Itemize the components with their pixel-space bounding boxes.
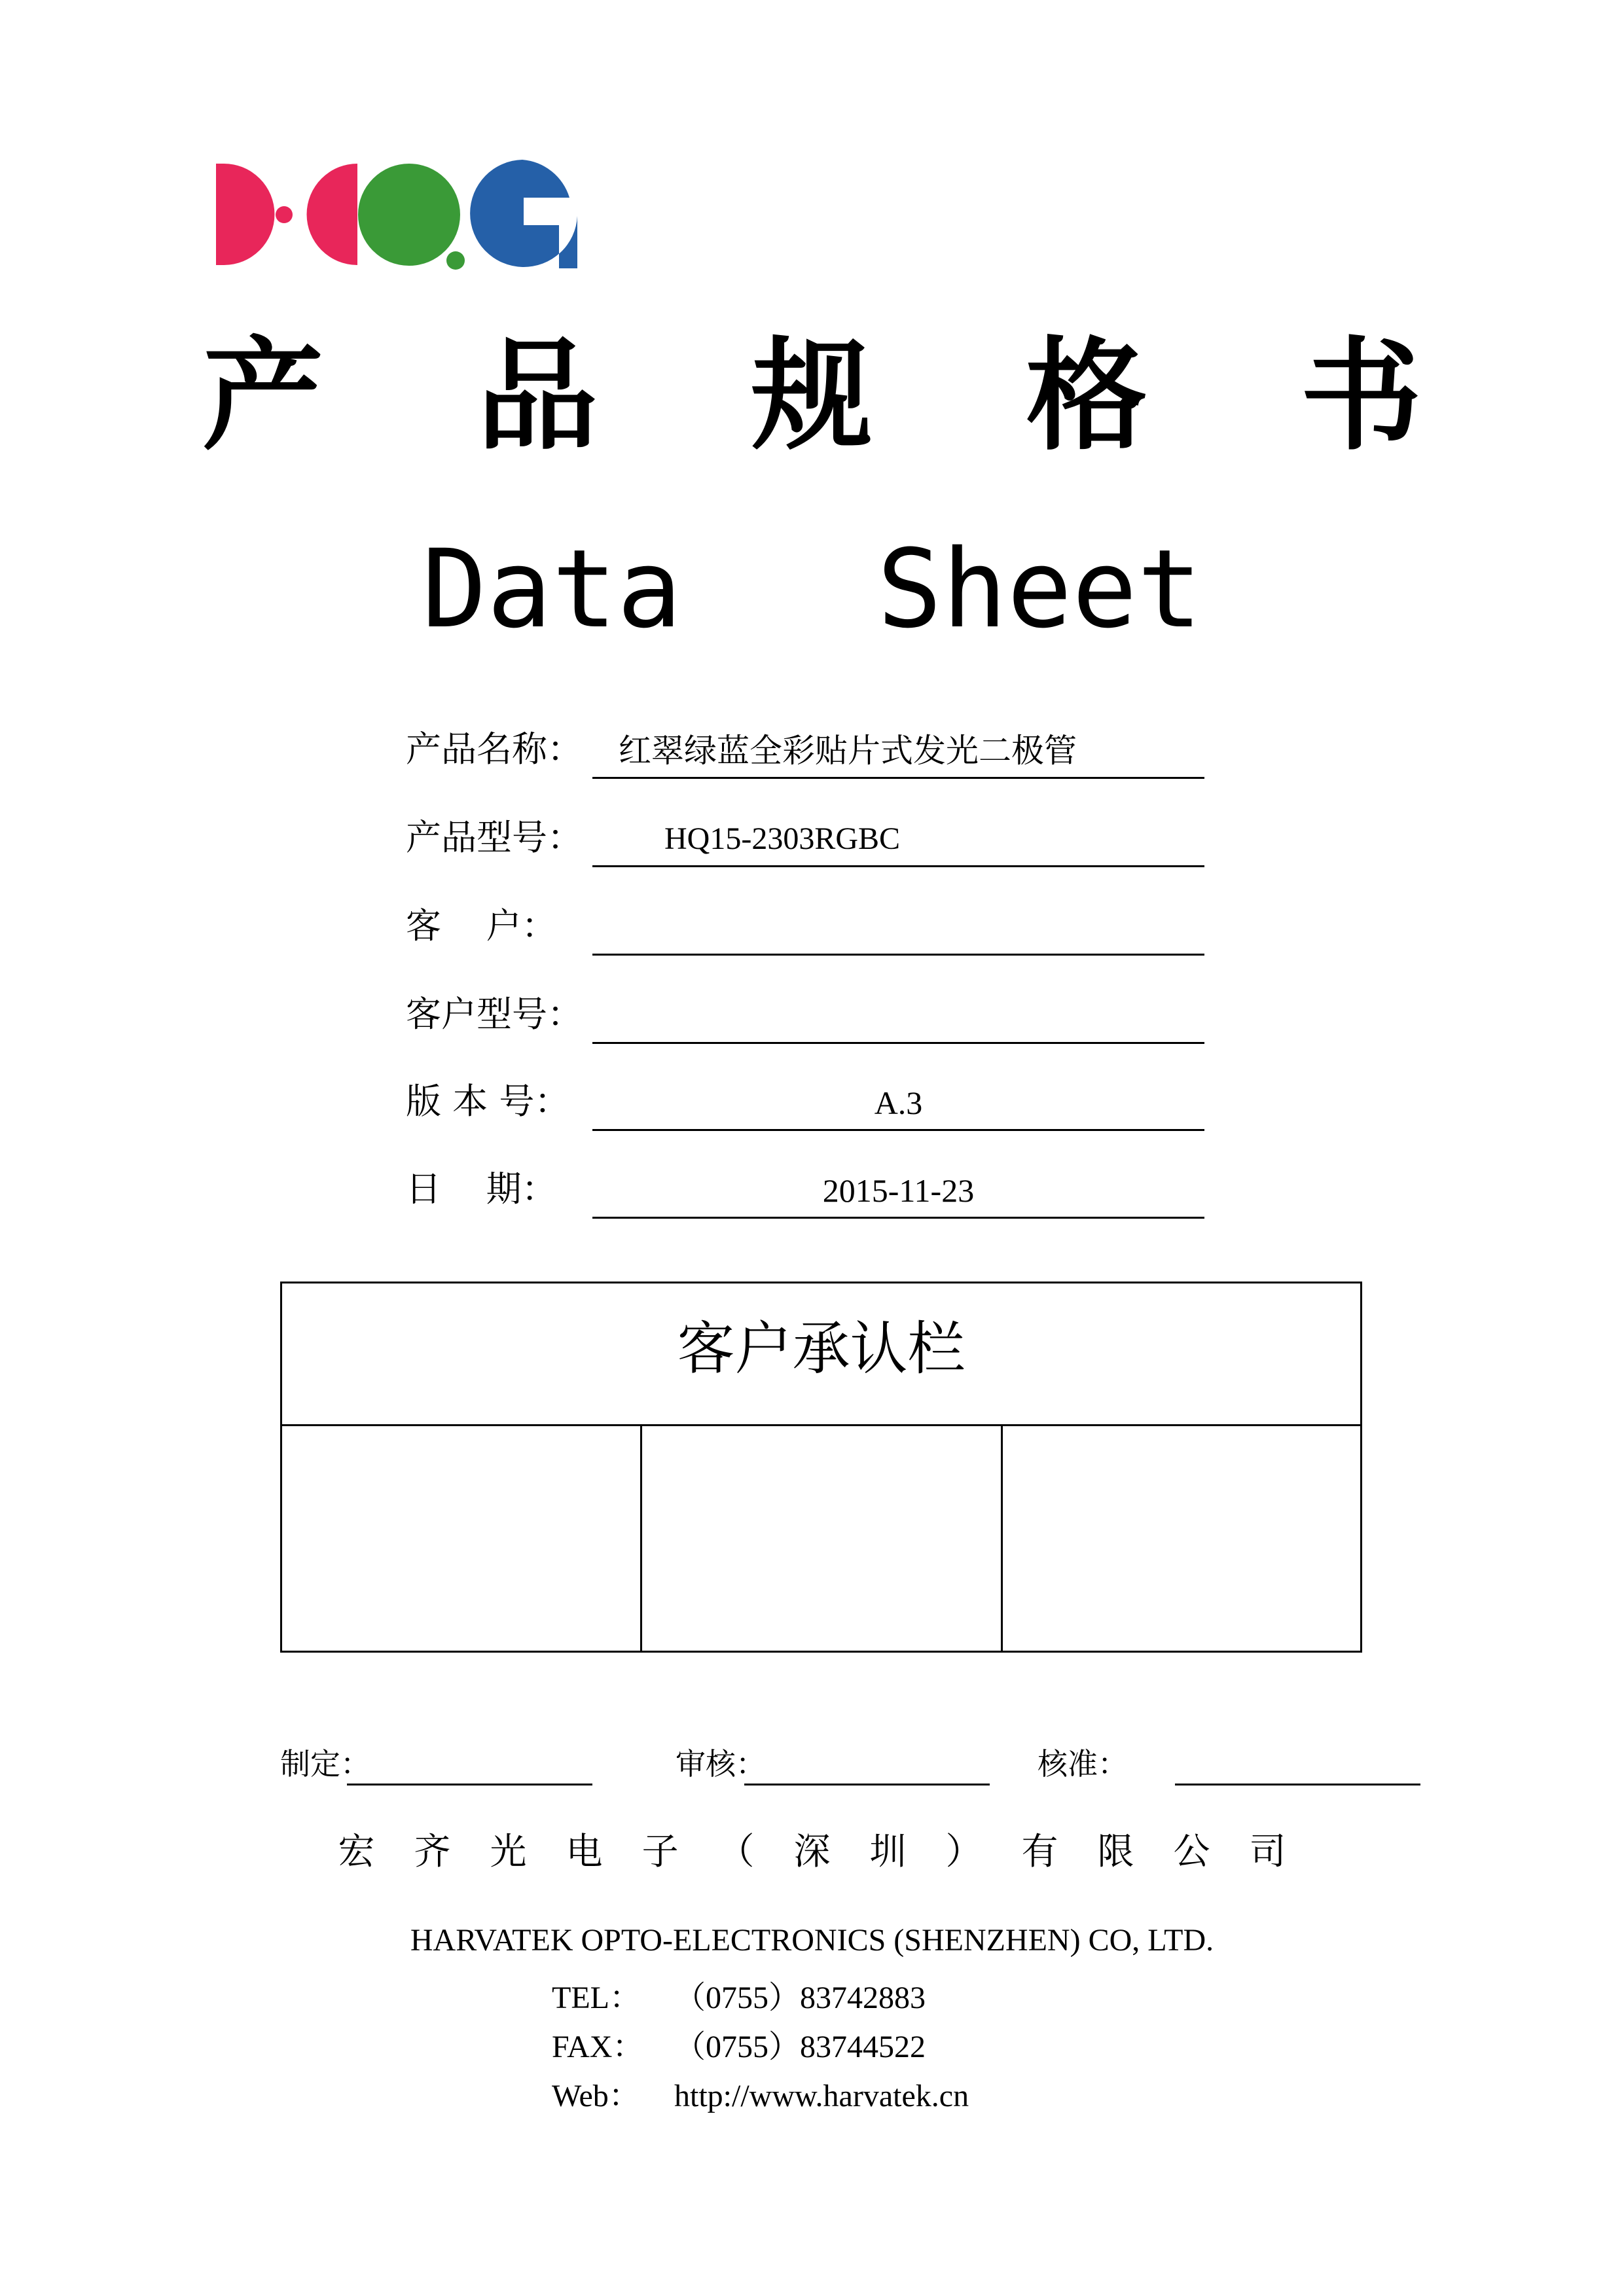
title-chinese: 产 品 规 格 书 — [202, 325, 1477, 467]
date-label: 日 期： — [406, 1168, 557, 1210]
reviewed-by-label: 审核： — [676, 1746, 766, 1782]
product-name-underline — [592, 777, 1204, 779]
web-label: Web： — [552, 2079, 640, 2113]
tel-label: TEL： — [552, 1981, 641, 2015]
product-name-label: 产品名称： — [406, 728, 583, 770]
approved-by-label: 核准： — [1038, 1746, 1128, 1782]
approval-cell-3 — [1003, 1426, 1360, 1651]
version-underline — [592, 1129, 1204, 1131]
logo-letter-q — [358, 164, 465, 270]
logo-letter-g — [470, 160, 577, 268]
product-model-label: 产品型号： — [406, 817, 583, 858]
date-value: 2015-11-23 — [822, 1172, 975, 1209]
company-logo — [216, 157, 583, 272]
product-name-row — [406, 713, 1204, 779]
customer-model-row — [406, 978, 1204, 1044]
company-name-en: HARVATEK OPTO-ELECTRONICS (SHENZHEN) CO, LTD. — [410, 1923, 1214, 1958]
made-by-label: 制定： — [280, 1746, 370, 1782]
customer-underline — [592, 954, 1204, 956]
version-value: A.3 — [874, 1085, 923, 1121]
approval-title: 客户承认栏 — [282, 1283, 1360, 1426]
product-model-value: HQ15-2303RGBC — [664, 821, 901, 856]
logo-letter-h — [216, 164, 357, 265]
customer-label: 客 户： — [406, 905, 557, 946]
tel-value: （0755）83742883 — [674, 1981, 926, 2015]
product-model-underline — [592, 865, 1204, 867]
made-by-line — [347, 1784, 592, 1785]
reviewed-by-line — [744, 1784, 990, 1785]
date-underline — [592, 1217, 1204, 1219]
product-model-row — [406, 802, 1204, 867]
customer-model-label: 客户型号： — [406, 994, 583, 1035]
approved-by-line — [1175, 1784, 1420, 1785]
customer-model-underline — [592, 1042, 1204, 1044]
version-label: 版 本 号： — [406, 1081, 570, 1122]
fax-label: FAX： — [552, 2030, 644, 2064]
title-english: Data Sheet — [422, 526, 1202, 652]
company-name-cn: 宏齐光电子（深圳）有限公司 — [338, 1831, 1326, 1873]
web-link[interactable]: http://www.harvatek.cn — [674, 2079, 969, 2113]
product-name-value: 红翠绿蓝全彩贴片式发光二极管 — [619, 732, 1077, 770]
customer-row — [406, 890, 1204, 956]
customer-approval-box — [280, 1282, 1362, 1653]
version-row — [406, 1066, 1204, 1131]
fax-value: （0755）83744522 — [674, 2030, 926, 2064]
date-row — [406, 1153, 1204, 1219]
approval-cell-1 — [282, 1426, 642, 1651]
approval-cell-2 — [642, 1426, 1003, 1651]
